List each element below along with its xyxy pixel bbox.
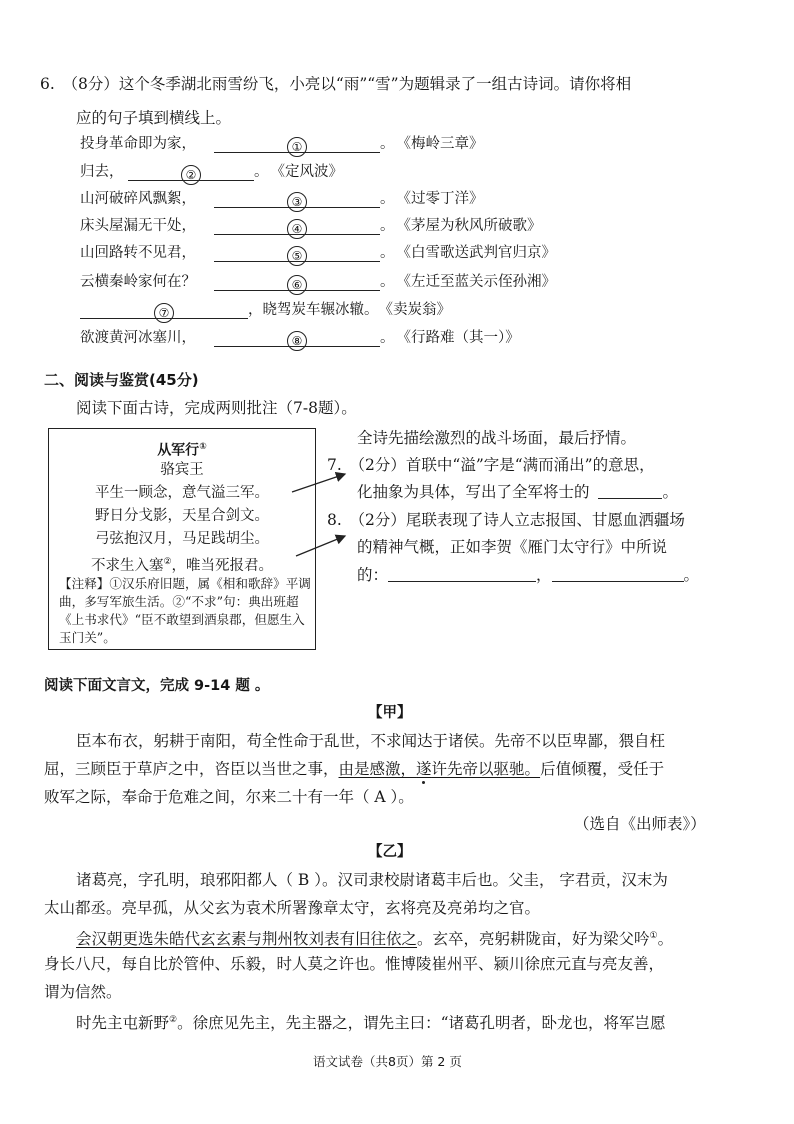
q6-item [80,189,484,209]
poem-title [49,437,315,461]
q6-item-suffix: 。 [380,191,395,207]
q6-item-source: 《卖炭翁》 [378,302,451,318]
jia-p3: 败军之际，奉命于危难之间，尔来二十有一年（ A ）。 [44,788,414,806]
q6-answer-blank[interactable] [214,274,380,291]
q6-item-source: 《行路难（其一）》 [396,330,520,346]
jia-ul-part2: 许先帝以驱驰。 [431,760,541,778]
yi-label: 【乙】 [368,844,412,860]
q6-item-source: 《白雪歌送武判官归京》 [396,245,556,261]
q6-item-suffix: 。 [380,218,395,234]
q6-blank-number: ③ [287,192,307,212]
yi-p3-text: 。玄卒，亮躬耕陇亩，好为梁父吟 [417,930,650,949]
q8-line2: 的精神气概，正如李贺《雁门太守行》中所说 [357,538,668,556]
q6-answer-blank[interactable] [214,245,380,262]
poem-line-4b: ，唯当死报君。 [171,557,274,574]
yi-p5: 谓为信然。 [44,983,122,1001]
q6-item-suffix: 。 [380,330,395,346]
q6-item-suffix: 。 [254,164,269,180]
q6-item-source: 《定风波》 [270,164,343,180]
q6-blank-number: ⑦ [154,303,174,323]
q6-item-source: 《过零丁洋》 [396,191,484,207]
page-footer: 语文试卷（共8页）第 2 页 [313,1054,462,1069]
poem-box [48,428,316,650]
q8-answer-blank-2[interactable] [552,565,684,582]
q6-item [80,162,343,182]
yi-underlined-sentence: 会汉朝更选朱皓代玄玄素与荆州牧刘表有旧往依之 [76,930,418,949]
q7-line2 [357,482,678,502]
poem-line-2: 野日分戈影，天星合剑文。 [95,508,269,524]
jia-ul-part1: 由是感激， [338,760,417,778]
q6-blank-number: ⑤ [287,246,307,266]
poem-line-4-note: ② [163,557,172,567]
q8-line3-sep: ， [536,566,552,584]
jia-source: （选自《出师表》） [574,815,706,833]
q6-item-prefix: 山回路转不见君， [80,245,196,261]
q6-item-suffix: 。 [380,245,395,261]
yi-p3 [76,926,673,949]
q6-blank-number: ⑧ [287,331,307,351]
jia-p2-text-a: 屈，三顾臣于草庐之中，咨臣以当世之事， [44,760,339,778]
q6-item-prefix: 欲渡黄河冰塞川， [80,330,196,346]
q8-answer-blank-1[interactable] [388,565,536,582]
q6-answer-blank[interactable] [214,218,380,235]
jia-dotted-char: 遂 [416,760,432,778]
q6-item-suffix: ，晓驾炭车辗冰辙。 [248,302,379,318]
section2-instruction: 阅读下面古诗，完成两则批注（7-8题）。 [76,399,357,417]
q6-item [80,328,520,348]
poem-line-4a: 不求生入塞 [90,557,164,574]
q6-blank-number: ② [181,165,201,185]
q6-answer-blank[interactable] [128,164,254,181]
q6-item-prefix: 山河破碎风飘絮， [80,191,196,207]
q7-line1: 7. （2分）首联中“溢”字是“满而涌出”的意思， [327,456,655,474]
poem-line-1: 平生一顾念，意气溢三军。 [95,485,269,501]
q6-line1: 6. （8分）这个冬季湖北雨雪纷飞，小亮以“雨”“雪”为题辑录了一组古诗词。请你将相 [40,75,632,93]
q6-item-suffix: 。 [380,274,395,290]
q6-answer-blank[interactable] [214,191,380,208]
q6-item-prefix: 归去， [80,164,124,180]
yi-p6-note: ② [169,1015,178,1025]
q6-item [80,243,556,263]
yi-p6 [76,1010,666,1033]
q6-blank-number: ⑥ [287,275,307,295]
q6-item [80,216,542,236]
q6-answer-blank[interactable] [214,330,380,347]
q6-item [80,272,556,292]
jia-p1: 臣本布衣，躬耕于南阳，苟全性命于乱世，不求闻达于诸侯。先帝不以臣卑鄙，猥自枉 [76,732,666,750]
yi-p6-text-a: 时先主屯新野 [76,1014,170,1033]
q6-item-source: 《左迁至蓝关示侄孙湘》 [396,274,556,290]
q6-item-source: 《梅岭三章》 [396,136,484,152]
q6-item [80,300,451,320]
jia-underlined-sentence [339,760,541,778]
jia-label: 【甲】 [368,705,412,721]
q6-item-prefix: 云横秦岭家何在？ [80,274,196,290]
q6-item-prefix: 投身革命即为家， [80,136,196,152]
yi-p3-note: ① [649,931,658,941]
poem-title-note: ① [199,442,207,452]
jia-p2-text-b: 后值倾覆，受任于 [540,760,665,778]
yi-p2: 太山都丞。亮早孤，从父玄为袁术所署豫章太守，玄将亮及亮弟均之官。 [44,899,541,917]
q6-answer-blank[interactable] [214,136,380,153]
q8-line3-end: 。 [683,566,700,584]
classical-instruction: 阅读下面文言文，完成 9-14 题 。 [44,678,270,694]
section2-heading: 二、阅读与鉴赏(45分) [44,371,199,389]
q8-line3-text: 的： [357,566,389,584]
poem-line-3: 弓弦抱汉月，马足践胡尘。 [95,531,269,547]
poem-title-text: 从军行 [157,442,200,459]
jia-p2 [44,759,664,779]
q6-item-prefix: 床头屋漏无干处， [80,218,196,234]
q6-item [80,134,484,154]
poem-author: 骆宾王 [160,462,204,478]
yi-p1: 诸葛亮，字孔明，琅邪阳都人（ B ）。汉司隶校尉诸葛丰后也。父圭， 字君贡，汉末为 [76,871,668,889]
q6-blank-number: ① [287,137,307,157]
q7-line2-text: 化抽象为具体，写出了全军将士的 [357,483,590,501]
q6-blank-number: ④ [287,219,307,239]
yi-p4: 身长八尺，每自比於管仲、乐毅，时人莫之许也。惟博陵崔州平、颍川徐庶元直与亮友善， [44,955,665,973]
q6-item-source: 《茅屋为秋风所破歌》 [396,218,542,234]
q7-answer-blank[interactable] [598,482,662,499]
q8-line3 [357,565,699,585]
q6-answer-blank[interactable] [80,302,248,319]
q6-line2: 应的句子填到横线上。 [76,109,232,127]
yi-p3-end: 。 [657,930,674,949]
q7-8-intro: 全诗先描绘激烈的战斗场面，最后抒情。 [357,429,637,447]
q7-line2-end: 。 [662,483,678,501]
q6-item-suffix: 。 [380,136,395,152]
poem-notes: 【注释】①汉乐府旧题，属《相和歌辞》平调曲，多写军旅生活。②“不求”句：典出班超《上书求代》“臣不敢望到酒泉郡，但愿生入玉门关”。 [59,576,311,645]
poem-line-4 [49,552,315,576]
yi-p6-text-b: 。徐庶见先主，先主器之，谓先主曰：“诸葛孔明者，卧龙也，将军岂愿 [177,1014,666,1033]
q8-line1: 8. （2分）尾联表现了诗人立志报国、甘愿血洒疆场 [327,511,685,529]
